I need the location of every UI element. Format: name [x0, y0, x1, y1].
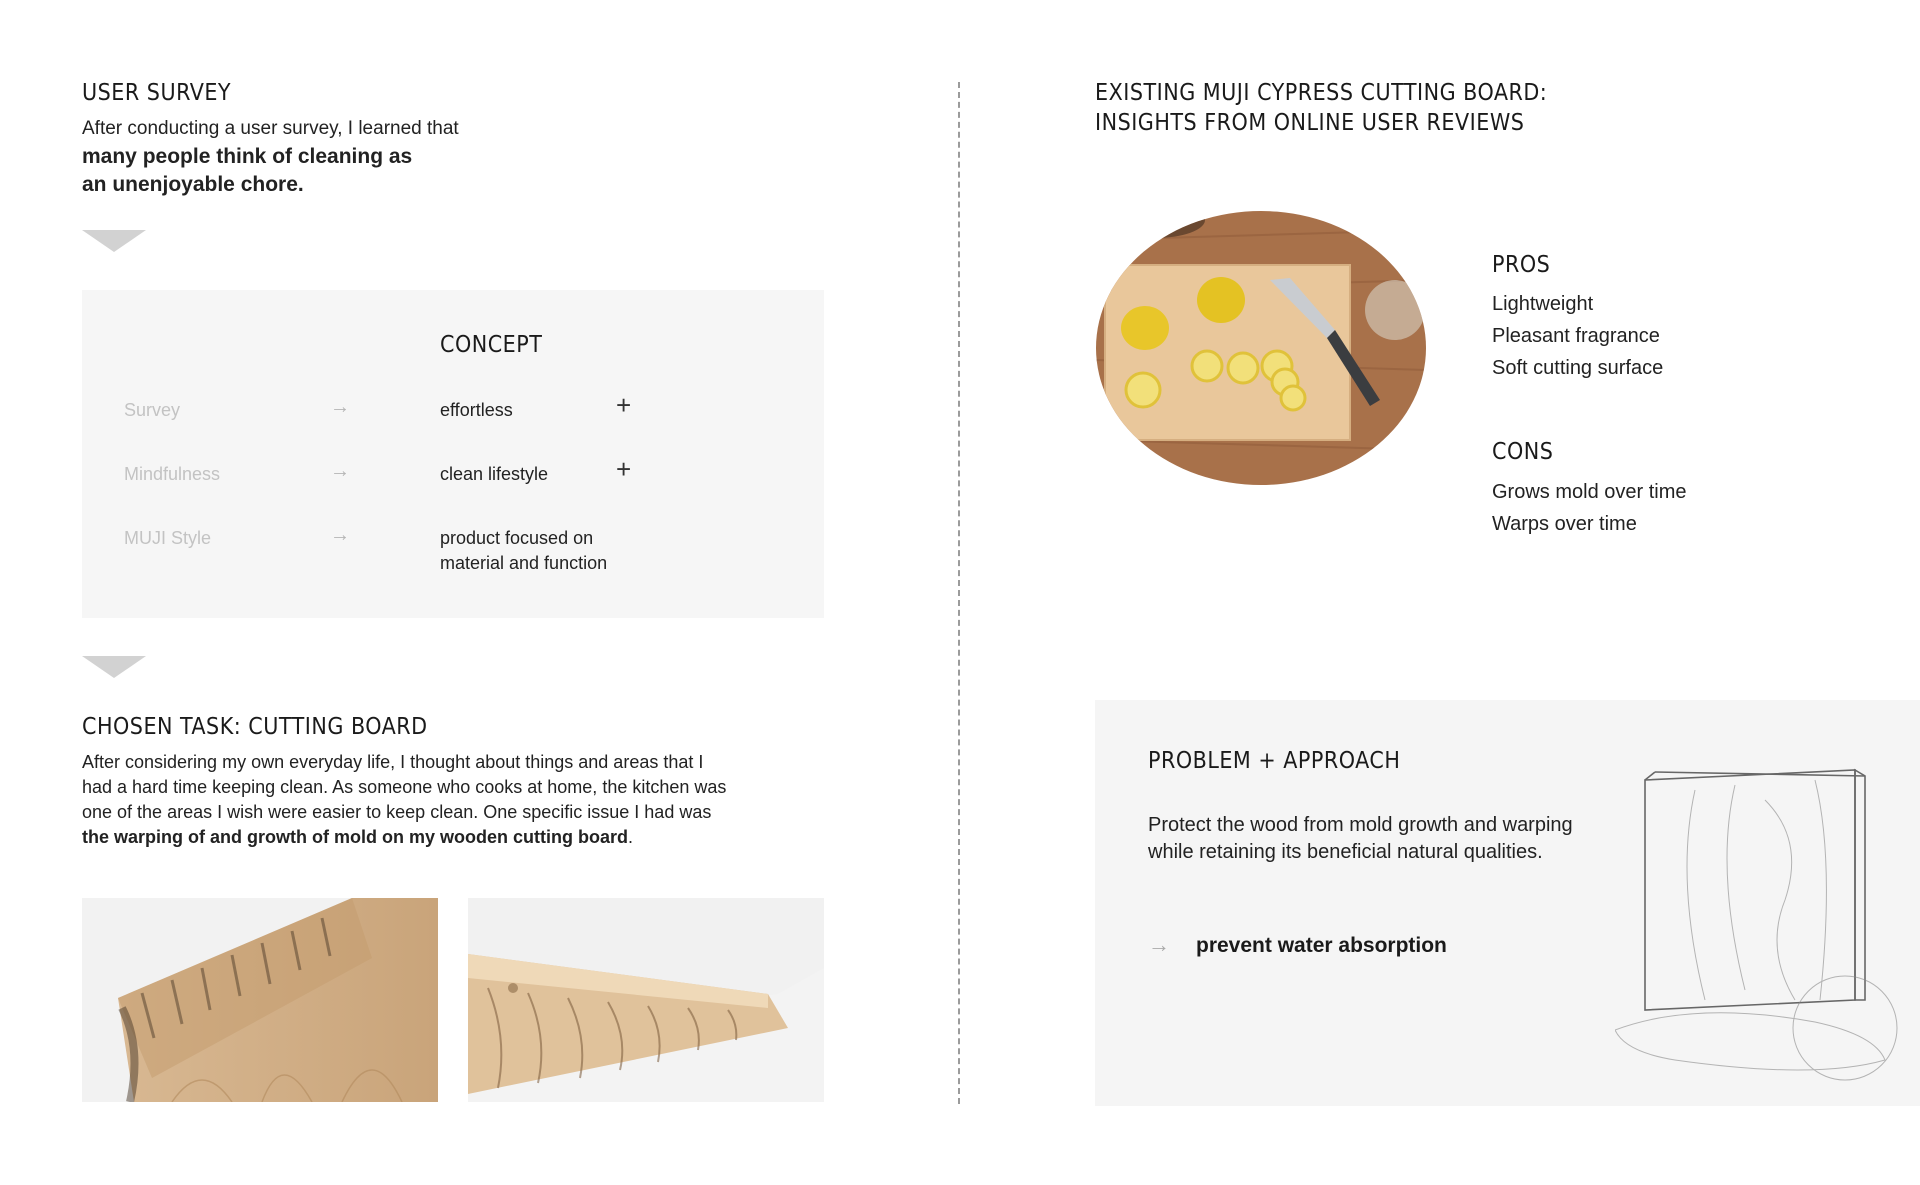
concept-arrow-icon: →: [330, 396, 350, 418]
concept-arrow-icon: →: [330, 460, 350, 482]
flow-down-triangle-icon: [82, 656, 146, 678]
problem-text-line2: while retaining its beneficial natural qualities.: [1148, 841, 1543, 863]
task-text-line2: had a hard time keeping clean. As someone who cooks at home, the kitchen was: [82, 777, 727, 797]
pros-item: Pleasant fragrance: [1492, 325, 1660, 347]
concept-arrow-icon: →: [330, 524, 350, 546]
task-text-line1: After considering my own everyday life, I thought about things and areas that I: [82, 752, 704, 772]
survey-intro-text: After conducting a user survey, I learned that: [82, 118, 459, 139]
plus-icon: +: [616, 454, 632, 484]
cons-item: Warps over time: [1492, 513, 1637, 535]
approach-text: prevent water absorption: [1196, 934, 1447, 957]
problem-approach-heading: PROBLEM + APPROACH: [1148, 748, 1401, 774]
muji-board-photo: [1095, 210, 1427, 486]
concept-result-effortless: effortless: [440, 400, 513, 420]
approach-arrow-icon: →: [1148, 932, 1170, 957]
user-survey-heading: USER SURVEY: [82, 80, 232, 106]
concept-source-muji-style: MUJI Style: [124, 528, 212, 548]
task-end-punct: .: [627, 827, 633, 847]
task-text-line4: [82, 825, 633, 850]
survey-finding-line2: an unenjoyable chore.: [82, 173, 304, 196]
pros-item: Lightweight: [1492, 293, 1594, 315]
concept-result-line1: product focused on: [440, 528, 594, 548]
survey-finding-line1: many people think of cleaning as: [82, 145, 413, 168]
concept-source-survey: Survey: [124, 400, 181, 420]
cons-item: Grows mold over time: [1492, 481, 1687, 503]
pros-item: Soft cutting surface: [1492, 357, 1664, 379]
problem-approach-panel: [1095, 700, 1920, 1106]
task-text-line3: one of the areas I wish were easier to keep clean. One specific issue I had was: [82, 802, 712, 822]
section-divider: [958, 82, 960, 1104]
concept-heading: CONCEPT: [440, 332, 543, 358]
flow-down-triangle-icon: [82, 230, 146, 252]
plus-icon: +: [616, 390, 632, 420]
problem-text-line1: Protect the wood from mold growth and warping: [1148, 814, 1573, 836]
board-sketch: [1615, 760, 1905, 1090]
cons-heading: CONS: [1492, 439, 1554, 465]
pros-heading: PROS: [1492, 252, 1551, 278]
task-key-issue: the warping of and growth of mold on my wooden cutting board: [82, 827, 628, 847]
concept-result-clean-lifestyle: clean lifestyle: [440, 464, 549, 484]
existing-board-heading-line2: INSIGHTS FROM ONLINE USER REVIEWS: [1095, 110, 1525, 136]
moldy-board-photo: [82, 898, 438, 1102]
concept-result-line2: material and function: [440, 553, 608, 573]
warped-board-photo: [468, 898, 824, 1102]
chosen-task-heading: CHOSEN TASK: CUTTING BOARD: [82, 714, 428, 740]
concept-panel: [82, 290, 824, 618]
concept-source-mindfulness: Mindfulness: [124, 464, 221, 484]
existing-board-heading-line1: EXISTING MUJI CYPRESS CUTTING BOARD:: [1095, 80, 1548, 106]
